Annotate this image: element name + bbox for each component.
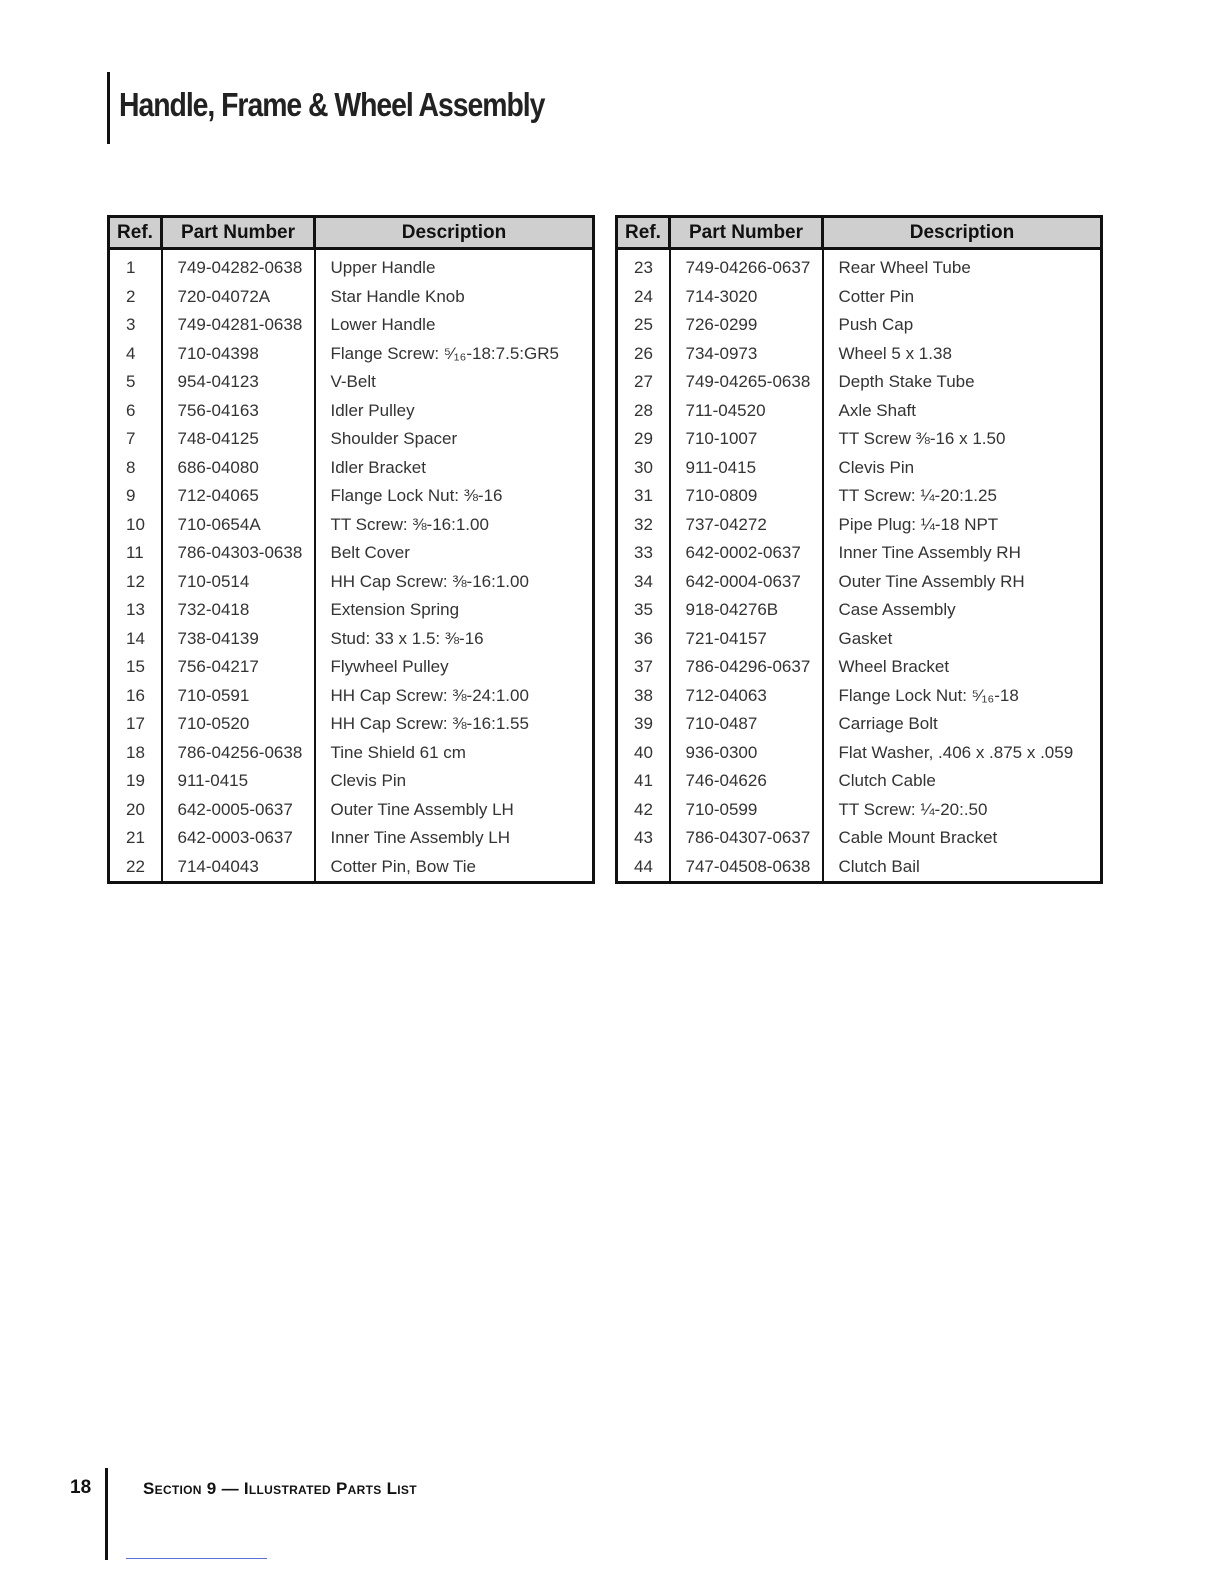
description-cell: Flange Lock Nut: ⁵⁄₁₆-18 [838,685,1019,705]
page-number: 18 [70,1477,92,1498]
ref-cell: 19 [109,767,162,796]
ref-cell: 5 [109,368,162,397]
description-cell: Case Assembly [838,600,956,620]
description-cell: TT Screw: ¼-20:1.25 [838,486,997,506]
description-cell: Push Cap [838,315,914,335]
table-header-row [109,217,594,249]
table-row [109,511,594,540]
header-part-number: Part Number [670,217,823,249]
ref-cell: 32 [617,511,670,540]
table-row [617,311,1102,340]
table-row [617,511,1102,540]
description-cell: Wheel 5 x 1.38 [838,343,952,363]
description-cell: Rear Wheel Tube [838,258,971,278]
description-cell: Shoulder Spacer [330,429,458,449]
table-row [109,283,594,312]
ref-cell: 24 [617,283,670,312]
ref-cell: 31 [617,482,670,511]
title-accent-bar [107,72,110,144]
part-number-cell: 712-04065 [162,482,315,511]
ref-cell: 3 [109,311,162,340]
part-number-cell: 748-04125 [162,425,315,454]
table-row [109,568,594,597]
table-row [617,482,1102,511]
description-cell: Stud: 33 x 1.5: ⅜-16 [330,628,484,648]
ref-cell: 39 [617,710,670,739]
table-row [617,767,1102,796]
part-number-cell: 738-04139 [162,625,315,654]
part-number-cell: 642-0002-0637 [670,539,823,568]
table-row [617,824,1102,853]
part-number-cell: 710-0591 [162,682,315,711]
table-row [109,653,594,682]
table-row [617,454,1102,483]
ref-cell: 20 [109,796,162,825]
part-number-cell: 746-04626 [670,767,823,796]
table-row [109,368,594,397]
page-title: Handle, Frame & Wheel Assembly [119,86,545,123]
table-row [617,283,1102,312]
part-number-cell: 749-04281-0638 [162,311,315,340]
description-cell: Axle Shaft [838,400,916,420]
part-number-cell: 749-04266-0637 [670,249,823,283]
table-row [109,340,594,369]
ref-cell: 30 [617,454,670,483]
table-row [617,625,1102,654]
part-number-cell: 710-0487 [670,710,823,739]
description-cell: Inner Tine Assembly LH [330,828,511,848]
part-number-cell: 747-04508-0638 [670,853,823,883]
table-row [617,249,1102,283]
ref-cell: 13 [109,596,162,625]
ref-cell: 33 [617,539,670,568]
part-number-cell: 918-04276B [670,596,823,625]
ref-cell: 6 [109,397,162,426]
part-number-cell: 710-1007 [670,425,823,454]
description-cell: Cotter Pin [838,286,915,306]
part-number-cell: 786-04303-0638 [162,539,315,568]
ref-cell: 16 [109,682,162,711]
part-number-cell: 712-04063 [670,682,823,711]
part-number-cell: 786-04296-0637 [670,653,823,682]
description-cell: Flange Screw: ⁵⁄₁₆-18:7.5:GR5 [330,343,559,363]
parts-table-right [615,215,1103,884]
part-number-cell: 936-0300 [670,739,823,768]
ref-cell: 38 [617,682,670,711]
description-cell: Clutch Cable [838,771,936,791]
ref-cell: 18 [109,739,162,768]
ref-cell: 35 [617,596,670,625]
ref-cell: 43 [617,824,670,853]
ref-cell: 10 [109,511,162,540]
description-cell: TT Screw ⅜-16 x 1.50 [838,429,1006,449]
part-number-cell: 714-3020 [670,283,823,312]
description-cell: Idler Pulley [330,400,415,420]
table-header-row [617,217,1102,249]
ref-cell: 17 [109,710,162,739]
part-number-cell: 786-04256-0638 [162,739,315,768]
header-description: Description [823,217,1102,249]
header-ref: Ref. [617,217,670,249]
parts-table-right-body [617,249,1102,883]
part-number-cell: 749-04282-0638 [162,249,315,283]
description-cell: Outer Tine Assembly LH [330,799,514,819]
description-cell: TT Screw: ¼-20:.50 [838,799,988,819]
ref-cell: 12 [109,568,162,597]
description-cell: Star Handle Knob [330,286,465,306]
table-row [617,340,1102,369]
description-cell: TT Screw: ⅜-16:1.00 [330,514,489,534]
part-number-cell: 911-0415 [670,454,823,483]
ref-cell: 4 [109,340,162,369]
ref-cell: 25 [617,311,670,340]
parts-table-left-body [109,249,594,883]
table-row [109,739,594,768]
table-row [109,767,594,796]
part-number-cell: 734-0973 [670,340,823,369]
part-number-cell: 686-04080 [162,454,315,483]
ref-cell: 42 [617,796,670,825]
ref-cell: 23 [617,249,670,283]
description-cell: Pipe Plug: ¼-18 NPT [838,514,999,534]
table-row [617,539,1102,568]
description-cell: Belt Cover [330,543,410,563]
ref-cell: 44 [617,853,670,883]
part-number-cell: 642-0005-0637 [162,796,315,825]
part-number-cell: 710-0514 [162,568,315,597]
table-row [617,682,1102,711]
part-number-cell: 711-04520 [670,397,823,426]
part-number-cell: 786-04307-0637 [670,824,823,853]
ref-cell: 11 [109,539,162,568]
table-row [109,853,594,883]
description-cell: V-Belt [330,372,376,392]
table-row [109,625,594,654]
table-row [109,824,594,853]
ref-cell: 15 [109,653,162,682]
part-number-cell: 911-0415 [162,767,315,796]
header-part-number: Part Number [162,217,315,249]
table-row [617,368,1102,397]
part-number-cell: 710-0599 [670,796,823,825]
part-number-cell: 749-04265-0638 [670,368,823,397]
part-number-cell: 732-0418 [162,596,315,625]
ref-cell: 2 [109,283,162,312]
ref-cell: 7 [109,425,162,454]
table-row [109,311,594,340]
ref-cell: 36 [617,625,670,654]
table-row [617,425,1102,454]
header-description: Description [315,217,594,249]
description-cell: Clevis Pin [330,771,407,791]
table-row [617,710,1102,739]
description-cell: Extension Spring [330,600,460,620]
description-cell: Upper Handle [330,258,436,278]
description-cell: Inner Tine Assembly RH [838,543,1021,563]
description-cell: Clutch Bail [838,856,920,876]
table-row [109,539,594,568]
ref-cell: 8 [109,454,162,483]
ref-cell: 40 [617,739,670,768]
part-number-cell: 714-04043 [162,853,315,883]
description-cell: Flat Washer, .406 x .875 x .059 [838,742,1074,762]
table-row [109,596,594,625]
part-number-cell: 756-04217 [162,653,315,682]
description-cell: Gasket [838,628,893,648]
part-number-cell: 710-0654A [162,511,315,540]
description-cell: Cotter Pin, Bow Tie [330,856,477,876]
table-row [109,249,594,283]
part-number-cell: 642-0004-0637 [670,568,823,597]
part-number-cell: 710-0809 [670,482,823,511]
part-number-cell: 710-0520 [162,710,315,739]
ref-cell: 14 [109,625,162,654]
table-row [109,710,594,739]
table-row [109,482,594,511]
ref-cell: 37 [617,653,670,682]
description-cell: HH Cap Screw: ⅜-24:1.00 [330,685,529,705]
section-label: Section 9 — Illustrated Parts List [143,1479,417,1498]
description-cell: Cable Mount Bracket [838,828,998,848]
description-cell: Depth Stake Tube [838,372,975,392]
ref-cell: 1 [109,249,162,283]
table-row [617,653,1102,682]
description-cell: Outer Tine Assembly RH [838,571,1025,591]
table-row [109,397,594,426]
description-cell: Idler Bracket [330,457,426,477]
description-cell: HH Cap Screw: ⅜-16:1.00 [330,571,529,591]
description-cell: Flange Lock Nut: ⅜-16 [330,486,503,506]
ref-cell: 21 [109,824,162,853]
ref-cell: 29 [617,425,670,454]
ref-cell: 22 [109,853,162,883]
table-row [617,796,1102,825]
table-row [109,454,594,483]
description-cell: Wheel Bracket [838,657,950,677]
ref-cell: 28 [617,397,670,426]
parts-table-left [107,215,595,884]
part-number-cell: 721-04157 [670,625,823,654]
ref-cell: 26 [617,340,670,369]
part-number-cell: 737-04272 [670,511,823,540]
table-row [617,596,1102,625]
header-ref: Ref. [109,217,162,249]
table-row [109,796,594,825]
ref-cell: 9 [109,482,162,511]
table-row [617,397,1102,426]
part-number-cell: 710-04398 [162,340,315,369]
table-row [109,425,594,454]
footer-divider [105,1468,108,1560]
part-number-cell: 720-04072A [162,283,315,312]
ref-cell: 27 [617,368,670,397]
table-row [617,853,1102,883]
ref-cell: 34 [617,568,670,597]
part-number-cell: 954-04123 [162,368,315,397]
part-number-cell: 756-04163 [162,397,315,426]
table-row [109,682,594,711]
description-cell: Clevis Pin [838,457,915,477]
description-cell: Tine Shield 61 cm [330,742,466,762]
description-cell: Lower Handle [330,315,436,335]
table-row [617,568,1102,597]
ref-cell: 41 [617,767,670,796]
description-cell: Flywheel Pulley [330,657,449,677]
description-cell: Carriage Bolt [838,714,938,734]
table-row [617,739,1102,768]
footer-underline [126,1558,267,1559]
part-number-cell: 642-0003-0637 [162,824,315,853]
part-number-cell: 726-0299 [670,311,823,340]
description-cell: HH Cap Screw: ⅜-16:1.55 [330,714,529,734]
